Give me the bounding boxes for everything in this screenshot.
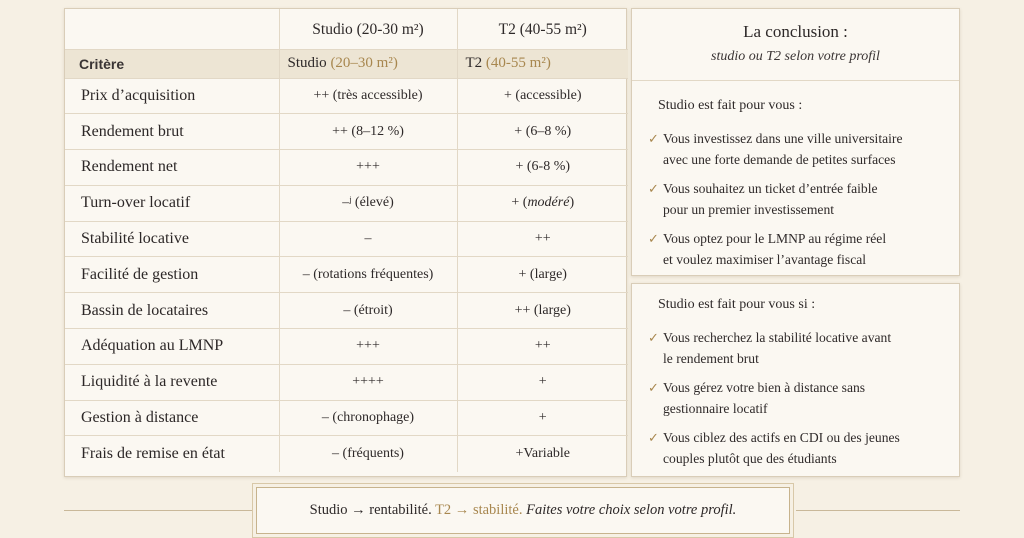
t2-cell: + (accessible) [457,78,628,114]
list-item-line: Vous souhaitez un ticket d’entrée faible [663,181,878,196]
list-item-line: Vous recherchez la stabilité locative avant [663,330,892,345]
criterion-cell: Turn-over locatif [65,185,279,221]
list-item-line: couples plutôt que des étudiants [663,451,837,466]
table-row [65,150,628,186]
footer-stability-text: stabilité. [472,502,523,518]
table-row [65,329,628,365]
conclusion-title: La conclusion : [743,22,848,41]
list-item-text [663,228,886,270]
check-icon: ✓ [648,330,659,345]
list-item-line: le rendement brut [663,351,759,366]
check-icon: ✓ [648,131,659,146]
criterion-cell: Gestion à distance [65,400,279,436]
list-item-line: Vous ciblez des actifs en CDI ou des jeunes [663,430,900,445]
list-item [648,178,959,220]
footer-choice-text: Faites votre choix selon votre profil. [526,502,737,518]
list-item-text [663,427,900,469]
header-studio: Studio (20-30 m²) [279,9,457,49]
t2-cell: + (6–8 %) [457,114,628,150]
check-icon: ✓ [648,430,659,445]
studio-cell: – (fréquents) [279,436,457,472]
t2-cell: + [457,400,628,436]
studio-cell: – (étroit) [279,293,457,329]
comparison-table [65,9,628,472]
profile-title: Studio est fait pour vous si : [658,297,816,312]
list-item [648,128,959,170]
profile-panel [631,283,960,477]
footer-t2-text: T2 → [435,502,470,518]
studio-cell: +++ [279,150,457,186]
conclusion-panel [631,8,960,276]
check-icon: ✓ [648,380,659,395]
list-item [648,427,959,469]
table-row [65,78,628,114]
studio-cell: – (rotations fréquentes) [279,257,457,293]
list-item-line: Vous optez pour le LMNP au régime réel [663,231,887,246]
subheader-studio-range: (20–30 m²) [330,55,398,71]
list-item-text [663,128,902,170]
header-t2: T2 (40-55 m²) [457,9,628,49]
subheader-t2-name: T2 [465,55,483,71]
t2-cell-italic: modéré [527,195,570,211]
list-item-text [663,377,865,419]
t2-cell: ++ (large) [457,293,628,329]
list-item [648,377,959,419]
profile-list [648,327,959,469]
table-row [65,364,628,400]
studio-cell: – (chronophage) [279,400,457,436]
subheader-studio-name: Studio [287,55,327,71]
table-row [65,436,628,472]
list-item-line: et voulez maximiser l’avantage fiscal [663,252,867,267]
subheader-t2-range: (40-55 m²) [485,55,551,71]
t2-cell [457,185,628,221]
footer-banner [256,487,790,534]
profile-title: Studio est fait pour vous : [658,98,803,113]
t2-cell: +Variable [457,436,628,472]
t2-cell: + [457,364,628,400]
list-item [648,327,959,369]
criterion-cell: Rendement brut [65,114,279,150]
studio-cell: –ʲ (élevé) [279,185,457,221]
list-item-line: pour un premier investissement [663,202,835,217]
comparison-table-card [64,8,627,477]
list-item-text [663,178,878,220]
table-row [65,185,628,221]
list-item-line: avec une forte demande de petites surfaces [663,152,896,167]
table-row [65,293,628,329]
criterion-cell: Frais de remise en état [81,445,225,463]
subheader-studio [279,49,457,78]
footer-divider-right [796,510,960,511]
list-item-line: gestionnaire locatif [663,401,768,416]
studio-cell: – [279,221,457,257]
t2-cell: ++ [457,221,628,257]
header-blank-cell [65,9,279,49]
list-item [648,228,959,270]
check-icon: ✓ [648,231,659,246]
studio-cell: ++ (très accessible) [279,78,457,114]
table-subheader-row [65,49,628,78]
criterion-cell: Prix d’acquisition [65,78,279,114]
t2-cell-prefix: + ( [511,195,528,211]
t2-cell: ++ [457,329,628,365]
criterion-cell: Liquidité à la revente [65,364,279,400]
header-critere: Critère [65,49,279,78]
profile-list [648,128,959,270]
criterion-cell: Adéquation au LMNP [65,329,279,365]
table-row [65,257,628,293]
table-row [65,221,628,257]
studio-cell: +++ [279,329,457,365]
check-icon: ✓ [648,181,659,196]
t2-cell: + (large) [457,257,628,293]
table-header-row [65,9,628,49]
conclusion-header [632,9,959,81]
subheader-t2 [457,49,628,78]
criterion-cell: Bassin de locataires [65,293,279,329]
t2-cell: + (6-8 %) [457,150,628,186]
table-row [65,400,628,436]
t2-cell-suffix: ) [569,195,575,211]
studio-cell: ++ (8–12 %) [279,114,457,150]
footer-divider-left [64,510,258,511]
criterion-cell: Rendement net [65,150,279,186]
footer-studio-text: Studio → rentabilité. [309,502,432,518]
list-item-line: Vous gérez votre bien à distance sans [663,380,866,395]
conclusion-subtitle: studio ou T2 selon votre profil [711,49,880,64]
list-item-line: Vous investissez dans une ville universitaire [663,131,903,146]
list-item-text [663,327,891,369]
studio-cell: ++++ [279,364,457,400]
criterion-cell: Stabilité locative [65,221,279,257]
table-row [65,114,628,150]
criterion-cell: Facilité de gestion [65,257,279,293]
